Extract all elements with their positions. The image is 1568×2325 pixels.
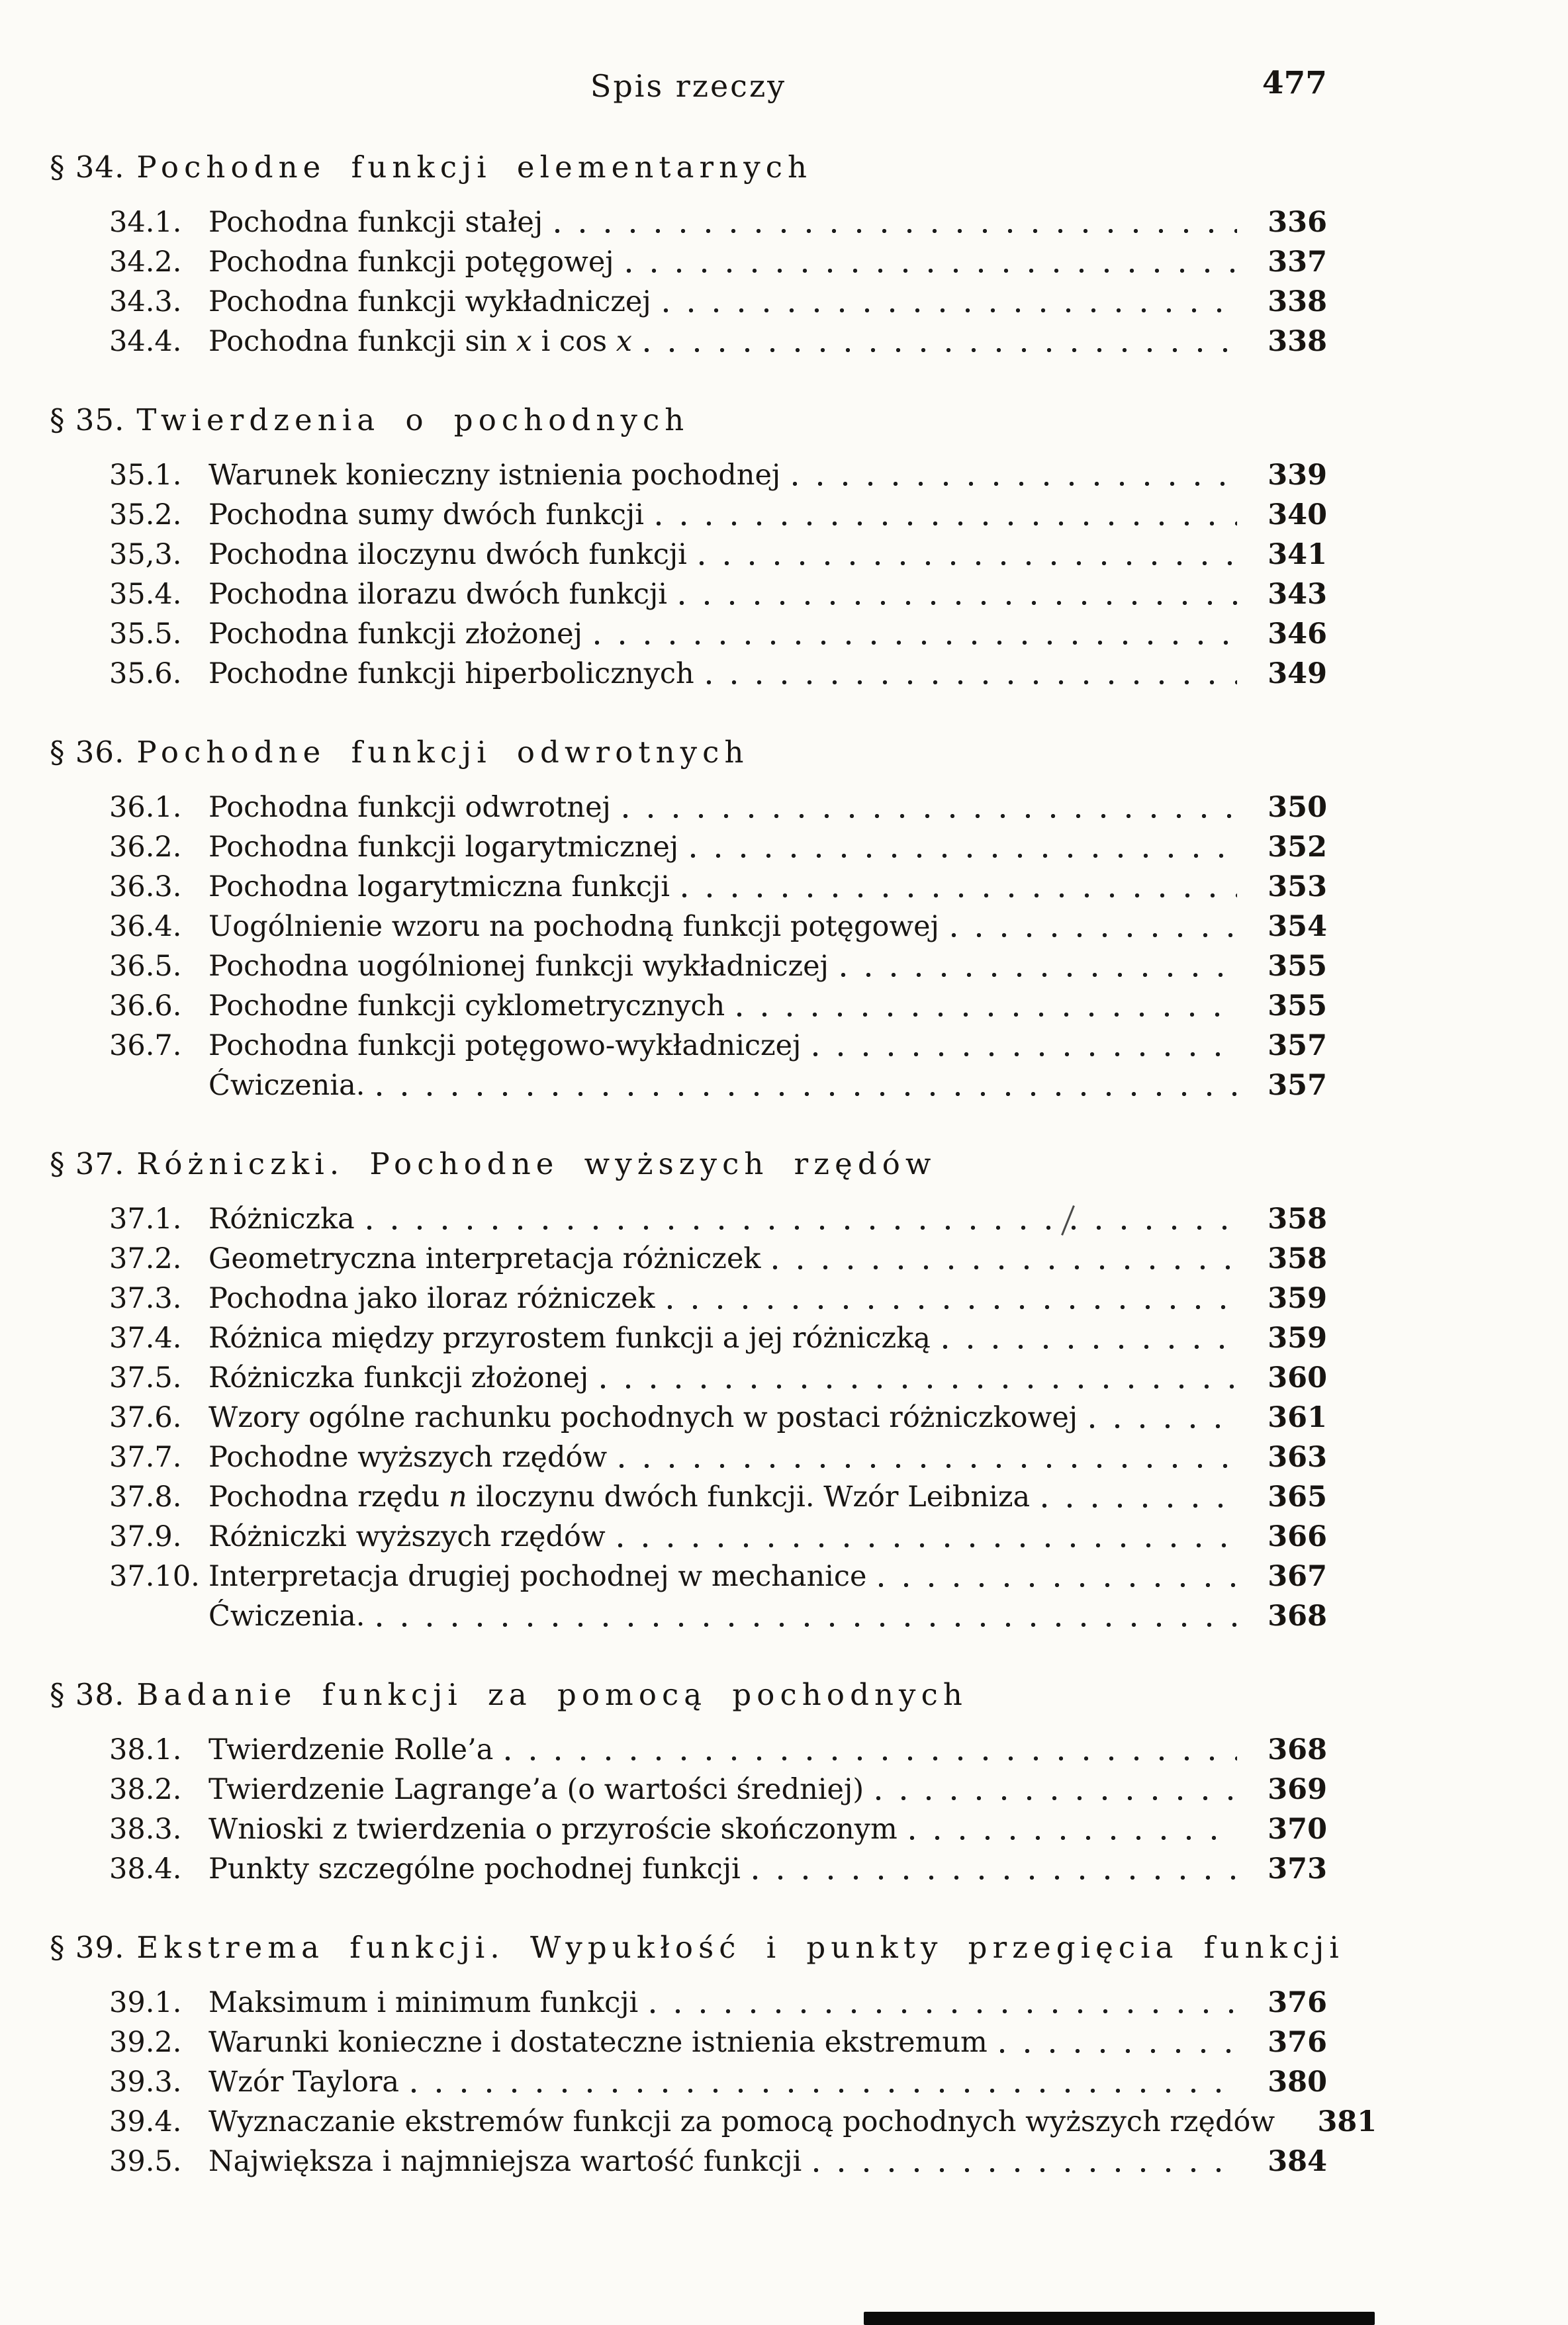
toc-entry — [50, 1557, 1327, 1596]
entry-title: Uogólnienie wzoru na pochodną funkcji potęgowej — [208, 910, 939, 943]
dot-leader — [644, 347, 1237, 353]
entry-title: Wzór Taylora — [208, 2066, 400, 2099]
entry-number: 39.2. — [109, 2026, 182, 2059]
entry-title: Pochodne funkcji hiperbolicznych — [208, 657, 694, 690]
dot-leader — [679, 600, 1237, 606]
entry-title: Pochodne funkcji cyklometrycznych — [208, 989, 725, 1023]
toc-entry — [50, 614, 1327, 654]
dot-leader — [1089, 1424, 1237, 1429]
toc-entry — [50, 788, 1327, 827]
entry-number: 37.3. — [109, 1282, 182, 1315]
dot-leader — [690, 853, 1237, 858]
entry-page-number: 381 — [1317, 2105, 1377, 2138]
entry-title: Twierdzenie Rolle’a — [208, 1733, 494, 1766]
entry-title: Wzory ogólne rachunku pochodnych w postaci różniczkowej — [208, 1401, 1078, 1434]
entry-number: 36.2. — [109, 831, 182, 864]
entry-title: Pochodna logarytmiczna funkcji — [208, 870, 670, 903]
entry-page-number: 354 — [1268, 910, 1327, 943]
toc-entry — [50, 1398, 1327, 1437]
entry-page-number: 346 — [1268, 617, 1327, 651]
entry-number: 38.1. — [109, 1733, 182, 1766]
entry-number: 38.4. — [109, 1852, 182, 1886]
entry-page-number: 360 — [1268, 1361, 1327, 1394]
section-title: Różniczki. Pochodne wyższych rzędów — [136, 1146, 937, 1181]
entry-title: Pochodna funkcji odwrotnej — [208, 791, 611, 824]
section-heading — [50, 150, 1327, 185]
dot-leader — [667, 1304, 1237, 1310]
entry-title: Różnica między przyrostem funkcji a jej różniczką — [208, 1322, 931, 1355]
dot-leader — [951, 933, 1237, 938]
entry-number: 36.5. — [109, 950, 182, 983]
entry-page-number: 376 — [1268, 2026, 1327, 2059]
entry-page-number: 363 — [1268, 1441, 1327, 1474]
dot-leader — [682, 893, 1237, 898]
entry-number: 37.8. — [109, 1481, 182, 1514]
entry-page-number: 376 — [1268, 1986, 1327, 2019]
entry-number: 36.4. — [109, 910, 182, 943]
entry-title: Twierdzenie Lagrange’a (o wartości średniej) — [208, 1773, 864, 1806]
entry-title: Różniczka — [208, 1203, 355, 1236]
entry-title: Ćwiczenia. — [208, 1069, 365, 1102]
section-heading — [50, 1146, 1327, 1182]
toc-entry — [50, 2142, 1327, 2181]
toc-entry — [50, 2023, 1327, 2062]
entry-number: 37.7. — [109, 1441, 182, 1474]
dot-leader — [626, 268, 1237, 273]
entry-number: 34.2. — [109, 246, 182, 279]
entry-page-number: 350 — [1268, 791, 1327, 824]
toc-entry — [50, 1318, 1327, 1358]
toc-entry — [50, 827, 1327, 867]
entry-page-number: 370 — [1268, 1813, 1327, 1846]
entry-title: Różniczka funkcji złożonej — [208, 1361, 589, 1394]
entry-number: 39.4. — [109, 2105, 182, 2138]
entry-page-number: 355 — [1268, 989, 1327, 1023]
entry-page-number: 340 — [1268, 498, 1327, 531]
dot-leader — [618, 1543, 1237, 1548]
entry-number: 34.3. — [109, 285, 182, 318]
entry-number: 39.3. — [109, 2066, 182, 2099]
toc-entry — [50, 1199, 1327, 1239]
entry-page-number: 365 — [1268, 1481, 1327, 1514]
entry-page-number: 366 — [1268, 1520, 1327, 1553]
scan-artifact-bar — [864, 2312, 1375, 2325]
section-number: § 38. — [50, 1677, 125, 1712]
running-title: Spis rzeczy — [590, 68, 787, 104]
entry-number: 37.9. — [109, 1520, 182, 1553]
entry-number: 36.1. — [109, 791, 182, 824]
entry-title: Pochodna funkcji potęgowo-wykładniczej — [208, 1029, 802, 1062]
entry-number: 38.3. — [109, 1813, 182, 1846]
dot-leader — [619, 1463, 1237, 1469]
toc-entry — [50, 1358, 1327, 1398]
entry-title: Wnioski z twierdzenia o przyroście skończonym — [208, 1813, 898, 1846]
dot-leader — [841, 972, 1237, 978]
toc-section — [50, 1146, 1327, 1636]
dot-leader — [663, 308, 1237, 313]
toc-entry — [50, 203, 1327, 242]
entry-title: Wyznaczanie ekstremów funkcji za pomocą pochodnych wyższych rzędów — [208, 2105, 1275, 2138]
dot-leader — [909, 1835, 1237, 1841]
entry-number: 36.3. — [109, 870, 182, 903]
entry-title: Warunek konieczny istnienia pochodnej — [208, 459, 781, 492]
dot-leader — [623, 813, 1237, 819]
dot-leader — [878, 1582, 1237, 1588]
entry-number: 39.5. — [109, 2145, 182, 2178]
toc-entry — [50, 282, 1327, 322]
toc-sections — [50, 150, 1377, 2181]
toc-entry — [50, 2102, 1377, 2142]
section-title: Ekstrema funkcji. Wypukłość i punkty przegięcia funkcji — [136, 1930, 1344, 1965]
entry-title: Pochodna rzędu n iloczynu dwóch funkcji. Wzór Leibniza — [208, 1481, 1031, 1514]
entry-number: 37.5. — [109, 1361, 182, 1394]
dot-leader — [813, 1052, 1237, 1057]
entry-page-number: 359 — [1268, 1282, 1327, 1315]
entry-page-number: 368 — [1268, 1600, 1327, 1633]
dot-leader — [411, 2088, 1237, 2093]
entry-title: Punkty szczególne pochodnej funkcji — [208, 1852, 741, 1886]
entry-page-number: 355 — [1268, 950, 1327, 983]
entry-title: Pochodna jako iloraz różniczek — [208, 1282, 655, 1315]
toc-entry — [50, 2062, 1327, 2102]
entry-title: Maksimum i minimum funkcji — [208, 1986, 639, 2019]
entry-number: 35.1. — [109, 459, 182, 492]
toc-section — [50, 150, 1327, 361]
entry-page-number: 343 — [1268, 578, 1327, 611]
toc-entry — [50, 1026, 1327, 1066]
entry-title: Geometryczna interpretacja różniczek — [208, 1242, 761, 1275]
dot-leader — [1042, 1503, 1237, 1508]
entry-page-number: 361 — [1268, 1401, 1327, 1434]
entry-title: Pochodna ilorazu dwóch funkcji — [208, 578, 668, 611]
toc-entry — [50, 1770, 1327, 1809]
dot-leader — [706, 680, 1237, 685]
entry-number: 38.2. — [109, 1773, 182, 1806]
entry-title: Pochodna funkcji potęgowej — [208, 246, 614, 279]
toc-entry — [50, 1849, 1327, 1889]
entry-title: Ćwiczenia. — [208, 1600, 365, 1633]
toc-entry — [50, 1239, 1327, 1279]
entry-title: Pochodna funkcji złożonej — [208, 617, 582, 651]
entry-page-number: 349 — [1268, 657, 1327, 690]
toc-entry — [50, 654, 1327, 694]
toc-entry — [50, 1596, 1327, 1636]
entry-number: 37.10. — [109, 1560, 200, 1593]
toc-entry — [50, 1730, 1327, 1770]
entry-page-number: 337 — [1268, 246, 1327, 279]
entry-number: 35.4. — [109, 578, 182, 611]
entry-number: 35.2. — [109, 498, 182, 531]
entry-title: Warunki konieczne i dostateczne istnienia ekstremum — [208, 2026, 988, 2059]
section-heading — [50, 735, 1327, 770]
section-title: Pochodne funkcji elementarnych — [136, 150, 813, 185]
toc-entry — [50, 1066, 1327, 1105]
dot-leader — [377, 1622, 1237, 1627]
toc-entry — [50, 242, 1327, 282]
page-number: 477 — [1262, 65, 1327, 101]
toc-section — [50, 735, 1327, 1105]
entry-page-number: 358 — [1268, 1242, 1327, 1275]
toc-entry — [50, 322, 1327, 361]
toc-entry — [50, 495, 1327, 535]
section-title: Twierdzenia o pochodnych — [136, 402, 690, 437]
dot-leader — [792, 481, 1237, 486]
entry-page-number: 352 — [1268, 831, 1327, 864]
entry-number: 37.4. — [109, 1322, 182, 1355]
entry-page-number: 338 — [1268, 325, 1327, 358]
section-heading — [50, 1677, 1327, 1713]
entry-number: 39.1. — [109, 1986, 182, 2019]
page-content — [50, 65, 1377, 2181]
dot-leader — [943, 1344, 1237, 1349]
entry-number: 35.6. — [109, 657, 182, 690]
toc-entry — [50, 867, 1327, 907]
dot-leader — [699, 561, 1237, 566]
dot-leader — [772, 1265, 1237, 1270]
entry-title: Pochodna iloczynu dwóch funkcji — [208, 538, 687, 571]
entry-page-number: 359 — [1268, 1322, 1327, 1355]
section-number: § 39. — [50, 1930, 125, 1965]
entry-page-number: 341 — [1268, 538, 1327, 571]
entry-title: Interpretacja drugiej pochodnej w mechanice — [208, 1560, 867, 1593]
entry-page-number: 358 — [1268, 1203, 1327, 1236]
dot-leader — [737, 1012, 1237, 1017]
dot-leader — [656, 521, 1237, 526]
dot-leader — [999, 2048, 1237, 2054]
entry-page-number: 373 — [1268, 1852, 1327, 1886]
section-title: Badanie funkcji za pomocą pochodnych — [136, 1677, 968, 1712]
toc-entry — [50, 455, 1327, 495]
entry-page-number: 380 — [1268, 2066, 1327, 2099]
entry-title: Różniczki wyższych rzędów — [208, 1520, 606, 1553]
dot-leader — [813, 2167, 1237, 2173]
toc-entry — [50, 986, 1327, 1026]
entry-number: 37.1. — [109, 1203, 182, 1236]
section-number: § 36. — [50, 735, 125, 770]
entry-title: Pochodna funkcji logarytmicznej — [208, 831, 679, 864]
toc-entry — [50, 1437, 1327, 1477]
section-heading — [50, 1930, 1344, 1966]
entry-page-number: 368 — [1268, 1733, 1327, 1766]
entry-page-number: 353 — [1268, 870, 1327, 903]
dot-leader — [650, 2009, 1237, 2014]
dot-leader — [555, 228, 1237, 234]
dot-leader — [876, 1796, 1237, 1801]
section-heading — [50, 402, 1327, 438]
entry-number: 36.7. — [109, 1029, 182, 1062]
toc-entry — [50, 574, 1327, 614]
dot-leader — [505, 1756, 1237, 1761]
entry-title: Pochodna sumy dwóch funkcji — [208, 498, 644, 531]
dot-leader — [377, 1091, 1237, 1097]
toc-entry — [50, 907, 1327, 946]
entry-page-number: 338 — [1268, 285, 1327, 318]
toc-section — [50, 402, 1327, 694]
entry-page-number: 367 — [1268, 1560, 1327, 1593]
entry-page-number: 357 — [1268, 1029, 1327, 1062]
entry-number: 34.4. — [109, 325, 182, 358]
toc-entry — [50, 1517, 1327, 1557]
dot-leader — [367, 1225, 1237, 1230]
toc-entry — [50, 1477, 1327, 1517]
entry-page-number: 357 — [1268, 1069, 1327, 1102]
entry-title: Pochodna uogólnionej funkcji wykładniczej — [208, 950, 829, 983]
section-number: § 37. — [50, 1146, 125, 1181]
entry-number: 35,3. — [109, 538, 182, 571]
dot-leader — [753, 1875, 1237, 1880]
dot-leader — [594, 640, 1237, 645]
entry-title: Pochodna funkcji stałej — [208, 206, 543, 239]
entry-title: Pochodna funkcji wykładniczej — [208, 285, 651, 318]
toc-entry — [50, 535, 1327, 574]
entry-number: 37.2. — [109, 1242, 182, 1275]
entry-number: 35.5. — [109, 617, 182, 651]
entry-page-number: 384 — [1268, 2145, 1327, 2178]
page-header — [50, 66, 1327, 109]
section-number: § 34. — [50, 150, 125, 185]
entry-page-number: 369 — [1268, 1773, 1327, 1806]
section-title: Pochodne funkcji odwrotnych — [136, 735, 749, 770]
toc-entry — [50, 1279, 1327, 1318]
toc-section — [50, 1930, 1377, 2181]
entry-number: 36.6. — [109, 989, 182, 1023]
entry-title: Pochodne wyższych rzędów — [208, 1441, 608, 1474]
entry-title: Największa i najmniejsza wartość funkcji — [208, 2145, 802, 2178]
entry-number: 34.1. — [109, 206, 182, 239]
toc-entry — [50, 946, 1327, 986]
entry-page-number: 336 — [1268, 206, 1327, 239]
dot-leader — [600, 1384, 1237, 1389]
entry-title: Pochodna funkcji sin x i cos x — [208, 325, 632, 358]
entry-page-number: 339 — [1268, 459, 1327, 492]
toc-entry — [50, 1983, 1327, 2023]
toc-section — [50, 1677, 1327, 1889]
section-number: § 35. — [50, 402, 125, 437]
toc-entry — [50, 1809, 1327, 1849]
entry-number: 37.6. — [109, 1401, 182, 1434]
